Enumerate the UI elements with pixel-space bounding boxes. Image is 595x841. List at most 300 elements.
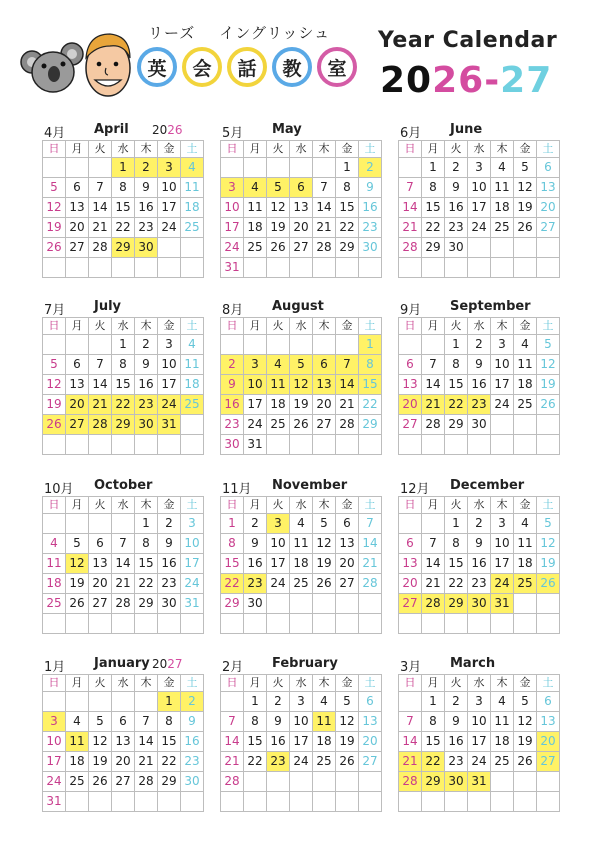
day-cell: 12 [336,712,359,732]
empty-cell [313,792,336,812]
day-cell: 20 [359,732,382,752]
day-cell: 2 [135,158,158,178]
day-cell: 24 [468,218,491,238]
day-cell: 5 [43,355,66,375]
day-cell: 20 [89,574,112,594]
weekday-header: 月 [66,141,89,158]
day-cell: 24 [468,752,491,772]
day-cell: 2 [468,514,491,534]
weekday-header: 火 [89,318,112,335]
empty-cell [267,435,290,455]
school-subtitle-right: イングリッシュ [219,24,331,42]
month-calendar [398,474,556,634]
empty-cell [336,435,359,455]
empty-cell [290,435,313,455]
day-cell: 1 [422,158,445,178]
month-title [398,474,556,496]
weekday-header: 土 [537,141,560,158]
day-cell: 8 [445,534,468,554]
day-cell: 8 [221,534,244,554]
day-cell: 3 [468,692,491,712]
day-cell: 14 [399,732,422,752]
weekday-header: 土 [359,497,382,514]
day-cell: 16 [359,198,382,218]
weekday-header: 日 [43,675,66,692]
day-cell: 23 [359,218,382,238]
day-cell: 10 [221,198,244,218]
day-cell: 3 [158,158,181,178]
month-name: January [94,656,150,671]
day-cell: 14 [359,534,382,554]
day-cell: 18 [514,554,537,574]
weekday-header: 水 [468,318,491,335]
day-cell: 2 [267,692,290,712]
school-name-circle: 室 [317,47,357,87]
day-cell: 13 [399,554,422,574]
day-cell: 4 [66,712,89,732]
month-table [220,674,382,812]
day-cell: 22 [221,574,244,594]
day-cell: 19 [267,218,290,238]
empty-cell [491,614,514,634]
empty-cell [399,514,422,534]
month-name: December [450,478,525,493]
day-cell: 28 [399,772,422,792]
weekday-header: 火 [445,141,468,158]
day-cell: 6 [537,692,560,712]
day-cell: 26 [43,415,66,435]
school-subtitle [148,22,358,43]
day-cell: 24 [290,752,313,772]
empty-cell [267,258,290,278]
day-cell: 2 [359,158,382,178]
empty-cell [181,435,204,455]
day-cell: 19 [537,554,560,574]
day-cell: 19 [313,554,336,574]
day-cell: 3 [221,178,244,198]
day-cell: 11 [491,712,514,732]
weekday-header: 日 [221,141,244,158]
empty-cell [537,594,560,614]
empty-cell [399,158,422,178]
empty-cell [89,335,112,355]
weekday-header: 金 [514,318,537,335]
day-cell: 11 [244,198,267,218]
empty-cell [112,614,135,634]
empty-cell [422,792,445,812]
day-cell: 25 [491,752,514,772]
koala-icon [20,40,84,100]
day-cell: 30 [445,772,468,792]
day-cell: 19 [89,752,112,772]
day-cell: 3 [491,514,514,534]
teacher-face-icon [80,28,136,100]
day-cell: 21 [359,554,382,574]
day-cell: 3 [468,158,491,178]
month-name: June [450,122,483,137]
day-cell: 9 [445,178,468,198]
day-cell: 26 [43,238,66,258]
weekday-header: 金 [514,141,537,158]
day-cell: 30 [359,238,382,258]
empty-cell [313,335,336,355]
day-cell: 1 [112,335,135,355]
weekday-header: 火 [89,675,112,692]
empty-cell [221,158,244,178]
day-cell: 23 [445,218,468,238]
day-cell: 16 [468,375,491,395]
empty-cell [89,614,112,634]
month-calendar [42,474,200,634]
weekday-header: 土 [359,318,382,335]
school-name-circle: 話 [227,47,267,87]
day-cell: 5 [89,712,112,732]
empty-cell [112,435,135,455]
day-cell: 13 [336,534,359,554]
day-cell: 27 [89,594,112,614]
weekday-header: 日 [399,675,422,692]
empty-cell [468,792,491,812]
empty-cell [537,238,560,258]
month-calendar [220,474,378,634]
month-year-suffix: 27 [167,657,183,671]
empty-cell [267,792,290,812]
empty-cell [491,258,514,278]
day-cell: 19 [290,395,313,415]
year-range-start: 26 [432,60,485,101]
month-table [42,140,204,278]
weekday-header: 日 [221,318,244,335]
day-cell: 6 [89,534,112,554]
empty-cell [112,692,135,712]
day-cell: 15 [422,732,445,752]
day-cell: 24 [491,574,514,594]
day-cell: 15 [422,198,445,218]
weekday-header: 水 [112,318,135,335]
day-cell: 15 [112,198,135,218]
day-cell: 2 [468,335,491,355]
day-cell: 5 [537,335,560,355]
day-cell: 8 [422,178,445,198]
month-table [398,496,560,634]
empty-cell [135,258,158,278]
empty-cell [313,258,336,278]
weekday-header: 金 [336,675,359,692]
empty-cell [244,258,267,278]
month-name: March [450,656,496,671]
weekday-header: 水 [112,141,135,158]
day-cell: 20 [336,554,359,574]
day-cell: 13 [89,554,112,574]
empty-cell [336,335,359,355]
weekday-header: 火 [445,675,468,692]
month-year-prefix: 20 [152,123,168,137]
day-cell: 6 [359,692,382,712]
day-cell: 25 [514,395,537,415]
day-cell: 13 [359,712,382,732]
day-cell: 24 [181,574,204,594]
day-cell: 14 [422,554,445,574]
day-cell: 29 [445,594,468,614]
empty-cell [112,792,135,812]
empty-cell [336,772,359,792]
day-cell: 7 [399,178,422,198]
day-cell: 7 [422,534,445,554]
month-number: 9月 [400,303,422,318]
month-year-suffix: 26 [167,123,183,137]
day-cell: 23 [445,752,468,772]
day-cell: 14 [399,198,422,218]
day-cell: 4 [514,335,537,355]
day-cell: 2 [158,514,181,534]
day-cell: 25 [244,238,267,258]
day-cell: 28 [221,772,244,792]
day-cell: 13 [290,198,313,218]
day-cell: 23 [244,574,267,594]
day-cell: 23 [267,752,290,772]
month-number: 6月 [400,126,422,141]
empty-cell [491,238,514,258]
day-cell: 11 [491,178,514,198]
empty-cell [221,335,244,355]
day-cell: 12 [514,712,537,732]
empty-cell [89,514,112,534]
day-cell: 28 [422,594,445,614]
empty-cell [89,258,112,278]
day-cell: 16 [445,198,468,218]
empty-cell [514,792,537,812]
weekday-header: 水 [290,141,313,158]
empty-cell [43,158,66,178]
day-cell: 26 [66,594,89,614]
day-cell: 9 [267,712,290,732]
month-number: 7月 [44,303,66,318]
empty-cell [514,415,537,435]
day-cell: 19 [514,732,537,752]
empty-cell [43,335,66,355]
day-cell: 19 [43,218,66,238]
weekday-header: 金 [158,497,181,514]
day-cell: 27 [399,415,422,435]
day-cell: 27 [537,752,560,772]
month-title [42,295,200,317]
day-cell: 7 [89,178,112,198]
day-cell: 25 [491,218,514,238]
weekday-header: 日 [43,141,66,158]
empty-cell [267,614,290,634]
weekday-header: 月 [422,318,445,335]
day-cell: 18 [181,198,204,218]
day-cell: 1 [336,158,359,178]
day-cell: 11 [514,355,537,375]
day-cell: 27 [336,574,359,594]
day-cell: 22 [112,395,135,415]
day-cell: 25 [66,772,89,792]
day-cell: 30 [158,594,181,614]
month-number: 3月 [400,660,422,675]
day-cell: 30 [468,594,491,614]
weekday-header: 火 [267,497,290,514]
year-range-dash: - [484,60,501,101]
day-cell: 14 [221,732,244,752]
weekday-header: 月 [66,675,89,692]
empty-cell [422,258,445,278]
day-cell: 15 [336,198,359,218]
day-cell: 11 [514,534,537,554]
month-title [42,652,200,674]
month-calendar [398,118,556,278]
weekday-header: 木 [313,497,336,514]
day-cell: 20 [399,395,422,415]
day-cell: 7 [221,712,244,732]
empty-cell [112,258,135,278]
day-cell: 27 [66,415,89,435]
day-cell: 4 [244,178,267,198]
day-cell: 14 [112,554,135,574]
day-cell: 21 [422,574,445,594]
day-cell: 1 [221,514,244,534]
weekday-header: 日 [221,675,244,692]
day-cell: 26 [336,752,359,772]
day-cell: 6 [66,178,89,198]
day-cell: 24 [158,218,181,238]
day-cell: 2 [221,355,244,375]
day-cell: 12 [43,375,66,395]
day-cell: 17 [491,375,514,395]
day-cell: 20 [112,752,135,772]
day-cell: 16 [244,554,267,574]
day-cell: 27 [537,218,560,238]
day-cell: 26 [514,218,537,238]
day-cell: 8 [112,355,135,375]
weekday-header: 木 [313,675,336,692]
weekday-header: 木 [491,141,514,158]
weekday-header: 木 [491,318,514,335]
day-cell: 25 [181,395,204,415]
weekday-header: 土 [359,141,382,158]
day-cell: 17 [181,554,204,574]
day-cell: 15 [112,375,135,395]
weekday-header: 水 [112,675,135,692]
day-cell: 22 [336,218,359,238]
day-cell: 3 [267,514,290,534]
month-title [398,295,556,317]
day-cell: 24 [43,772,66,792]
empty-cell [336,594,359,614]
day-cell: 7 [135,712,158,732]
year-range-end: 27 [500,60,553,101]
empty-cell [399,614,422,634]
day-cell: 2 [181,692,204,712]
month-calendar [398,652,556,812]
day-cell: 9 [468,534,491,554]
empty-cell [43,435,66,455]
day-cell: 16 [135,375,158,395]
month-number: 4月 [44,126,66,141]
day-cell: 5 [537,514,560,534]
day-cell: 17 [491,554,514,574]
empty-cell [221,692,244,712]
month-year [152,123,183,137]
weekday-header: 水 [468,675,491,692]
weekday-header: 木 [491,497,514,514]
school-name-circle: 教 [272,47,312,87]
empty-cell [66,514,89,534]
weekday-header: 日 [43,497,66,514]
day-cell: 20 [313,395,336,415]
empty-cell [336,258,359,278]
day-cell: 2 [135,335,158,355]
empty-cell [89,158,112,178]
day-cell: 17 [158,198,181,218]
day-cell: 16 [158,554,181,574]
day-cell: 5 [43,178,66,198]
empty-cell [66,158,89,178]
day-cell: 29 [112,415,135,435]
empty-cell [89,692,112,712]
day-cell: 29 [336,238,359,258]
day-cell: 13 [537,712,560,732]
day-cell: 13 [399,375,422,395]
month-table [398,140,560,278]
day-cell: 10 [158,178,181,198]
weekday-header: 火 [445,497,468,514]
month-name: February [272,656,338,671]
weekday-header: 水 [112,497,135,514]
weekday-header: 日 [43,318,66,335]
day-cell: 4 [181,158,204,178]
empty-cell [359,594,382,614]
day-cell: 23 [135,395,158,415]
day-cell: 29 [359,415,382,435]
empty-cell [537,415,560,435]
day-cell: 25 [290,574,313,594]
empty-cell [43,692,66,712]
weekday-header: 日 [399,497,422,514]
empty-cell [399,692,422,712]
day-cell: 30 [244,594,267,614]
month-name: October [94,478,153,493]
day-cell: 16 [221,395,244,415]
empty-cell [537,258,560,278]
day-cell: 1 [112,158,135,178]
day-cell: 29 [422,772,445,792]
day-cell: 6 [112,712,135,732]
day-cell: 1 [445,335,468,355]
day-cell: 28 [112,594,135,614]
empty-cell [514,772,537,792]
day-cell: 30 [135,415,158,435]
empty-cell [514,238,537,258]
day-cell: 8 [135,534,158,554]
day-cell: 10 [468,178,491,198]
month-name: May [272,122,302,137]
weekday-header: 土 [181,318,204,335]
empty-cell [290,258,313,278]
weekday-header: 土 [181,497,204,514]
day-cell: 30 [445,238,468,258]
weekday-header: 金 [336,318,359,335]
day-cell: 4 [267,355,290,375]
day-cell: 21 [336,395,359,415]
day-cell: 25 [181,218,204,238]
empty-cell [399,258,422,278]
day-cell: 18 [267,395,290,415]
day-cell: 19 [336,732,359,752]
day-cell: 31 [221,258,244,278]
empty-cell [537,435,560,455]
day-cell: 29 [422,238,445,258]
